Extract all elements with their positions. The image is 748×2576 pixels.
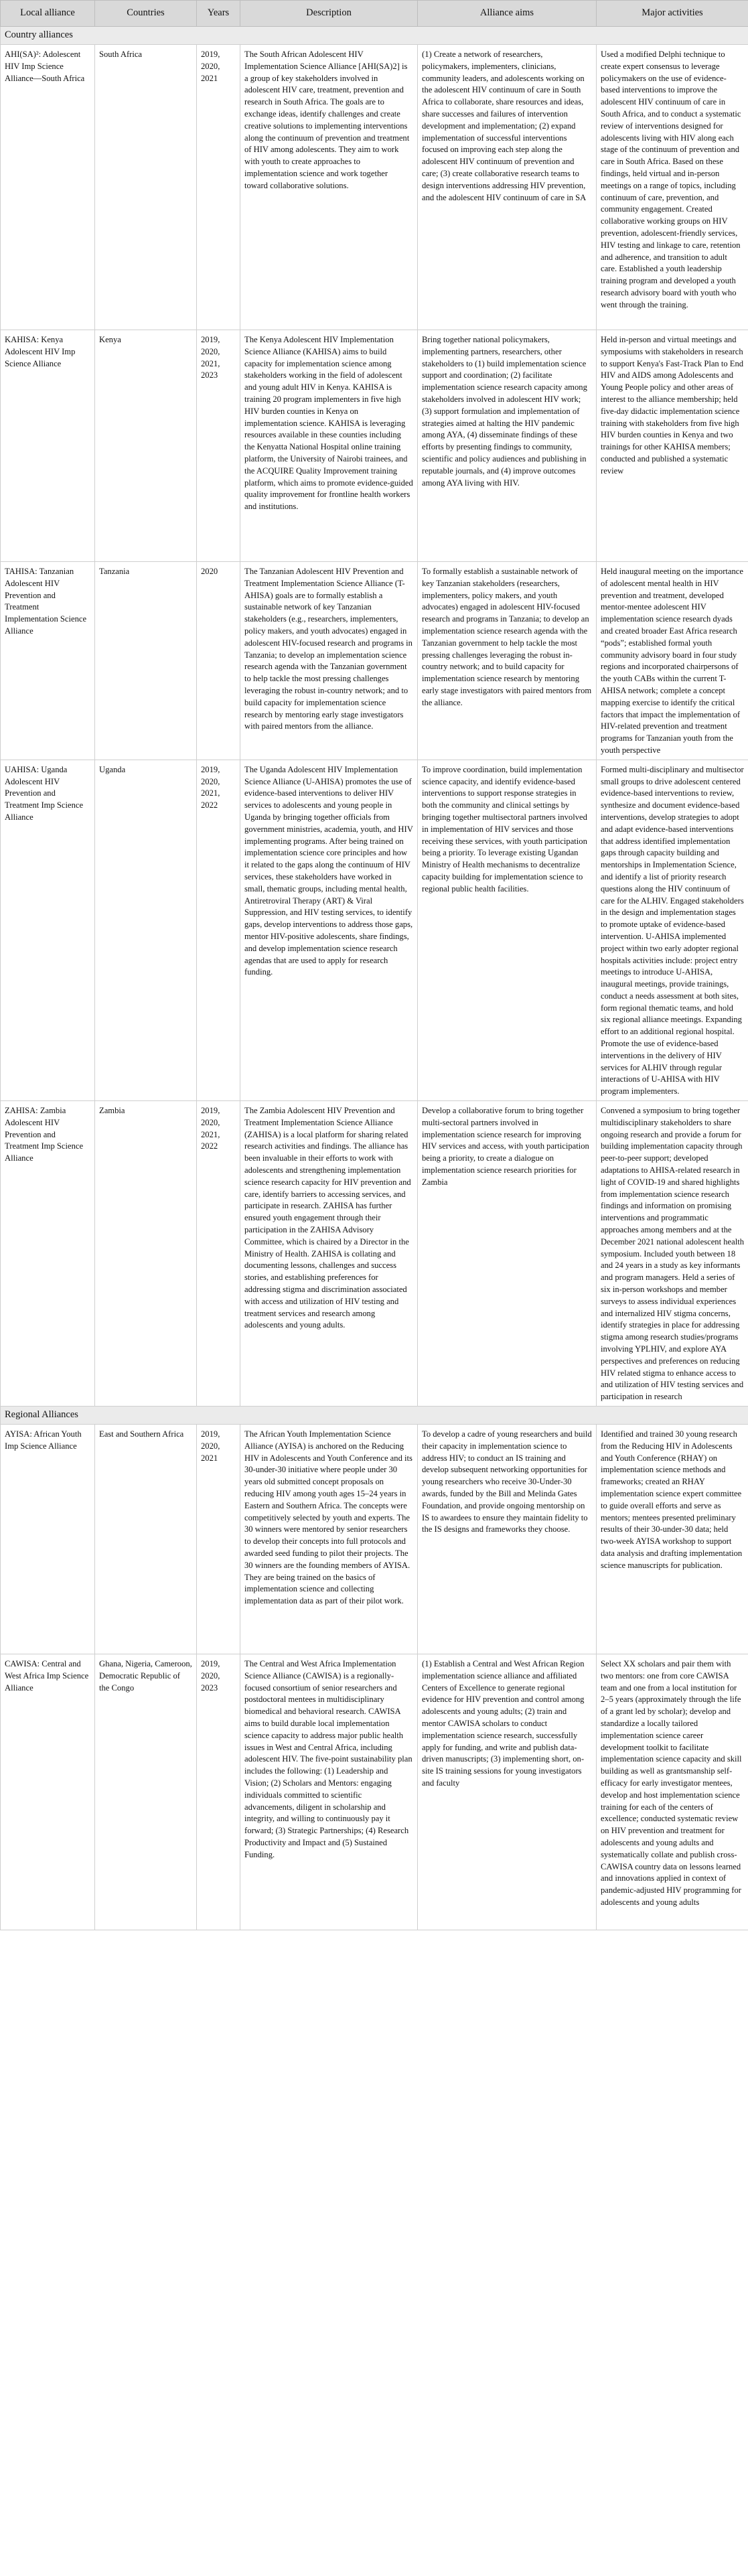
alliance-name: CAWISA: Central and West Africa Imp Science Alliance xyxy=(1,1654,95,1930)
alliance-countries: Kenya xyxy=(95,330,197,562)
header-local-alliance: Local alliance xyxy=(1,1,95,27)
alliance-aims: To formally establish a sustainable network of key Tanzanian stakeholders (researchers, implementers, policy makers, and youth advocates) engaged in adolescent HIV-focused research and programs in Tanzania; to develop an implementation science research agenda with the Tanzanian government to help tackle the most pressing challenges leveraging the robust in-country network; and to build capacity for implementation science research by mentoring early stage investigators with paired mentors from the alliance. xyxy=(418,562,597,760)
alliance-aims: To develop a cadre of young researchers and build their capacity in implementation science to address HIV; to conduct an IS training and develop subsequent networking opportunities for young researchers who receive 30-Under-30 awards, funded by the Bill and Melinda Gates Foundation, and provide ongoing mentorship on IS to awardees to ensure they maintain fidelity to the IS designs and frameworks they choose. xyxy=(418,1424,597,1654)
alliance-countries: Uganda xyxy=(95,760,197,1100)
alliance-countries: Tanzania xyxy=(95,562,197,760)
alliance-activities: Held inaugural meeting on the importance of adolescent mental health in HIV prevention and treatment, developed mentor-mentee adolescent HIV implementation science research dyads and created broader East Africa research “pods”; established formal youth community advisory board in four study regions and incorporated chairpersons of the youth CABs within the current T-AHISA network; complete a concept mapping exercise to identify the critical factors that impact the implementation of HIV-related prevention and treatment programs for Tanzanian youth from the youth perspective xyxy=(597,562,748,760)
alliance-activities: Identified and trained 30 young research from the Reducing HIV in Adolescents and Youth Conference (RHAY) on implementation science methods and frameworks; created an RHAY implementation science expert committee to guide overall efforts and serve as mentors; mentees presented preliminary results of their 30-under-30 data; held two-week AYISA workshop to support data analysis and drafting implementation science manuscripts for publication. xyxy=(597,1424,748,1654)
section-row-country xyxy=(1,27,748,45)
alliance-countries: Zambia xyxy=(95,1101,197,1407)
alliance-name: ZAHISA: Zambia Adolescent HIV Prevention and Treatment Imp Science Alliance xyxy=(1,1101,95,1407)
alliance-description: The Kenya Adolescent HIV Implementation Science Alliance (KAHISA) aims to build capacity for implementation science among stakeholders working in the field of adolescent and young adult HIV in Kenya. KAHISA is training 20 program implementers in five high HIV burden counties in Kenya on implementation science. KAHISA is leveraging resources available in these counties including the Kenyatta National Hospital online training platform, the University of Nairobi trainees, and the ACQUIRE Quality Improvement training platform, which aims to promote evidence-guided quality improvement for frontline health workers and institutions. xyxy=(240,330,418,562)
alliance-name: TAHISA: Tanzanian Adolescent HIV Prevention and Treatment Implementation Science Alliance xyxy=(1,562,95,760)
alliance-name: KAHISA: Kenya Adolescent HIV Imp Science Alliance xyxy=(1,330,95,562)
header-row xyxy=(1,1,748,27)
alliance-description: The Tanzanian Adolescent HIV Prevention and Treatment Implementation Science Alliance (T-AHISA) goals are to formally establish a sustainable network of key Tanzanian stakeholders (e.g., researchers, implementers, policy makers, and youth advocates) engaged in adolescent HIV-focused research and programs in Tanzania; to develop an implementation science research agenda with the Tanzanian government to help tackle the most pressing challenges leveraging the robust in-country network; and to build capacity for implementation science research by mentoring early stage investigators with paired mentors from the alliance. xyxy=(240,562,418,760)
alliance-name: AHI(SA)²: Adolescent HIV Imp Science Alliance—South Africa xyxy=(1,45,95,330)
header-countries: Countries xyxy=(95,1,197,27)
section-row-regional xyxy=(1,1406,748,1424)
alliance-aims: (1) Create a network of researchers, policymakers, implementers, clinicians, community leaders, and adolescents working on the adolescent HIV continuum of care in South Africa to collaborate, share resources and ideas, share successes and failures of intervention development and implementation; (2) expand implementation of successful interventions focused on improving each step along the adolescent HIV continuum of prevention and care; (3) create collaborative research teams to design interventions addressing HIV prevention, and the adolescent HIV continuum of care in SA xyxy=(418,45,597,330)
alliance-activities: Convened a symposium to bring together multidisciplinary stakeholders to share ongoing research and provide a forum for building implementation capacity through peer-to-peer support; developed adaptations to AHISA-related research in light of COVID-19 and shared highlights from implementation science research findings and information on promising interventions and programmatic approaches among members and at the December 2021 national adolescent health symposium. Included youth between 18 and 24 years in a study as key informants and program managers. Held a series of six in-person workshops and member surveys to assess individual experiences and internalized HIV stigma concerns, identify strategies in place for addressing stigma among research studies/programs involving YPLHIV, and explore AYA perspectives and preferences on reducing HIV related stigma to enhance access to and utilization of HIV testing services and participation in research xyxy=(597,1101,748,1407)
alliance-description: The South African Adolescent HIV Implementation Science Alliance [AHI(SA)2] is a group of key stakeholders involved in adolescent HIV care, treatment, prevention and research in South Africa. The goals are to exchange ideas, identify challenges and create creative solutions to implementing interventions along the continuum of prevention and treatment of HIV among adolescents. They aim to work with youth to create approaches to implementation science and work together toward collaborative solutions. xyxy=(240,45,418,330)
alliance-description: The African Youth Implementation Science Alliance (AYISA) is anchored on the Reducing HIV in Adolescents and Youth Conference and its 30-under-30 initiative where people under 30 years old submitted concept proposals on reducing HIV among youth ages 15–24 years in Eastern and Southern Africa. The concepts were competitively selected by youth and experts. The 30 winners were mentored by senior researchers to develop their concepts into full protocols and awarded seed funding to pilot their projects. The 30 winners are the founding members of AYISA. They are being trained on the basics of implementation science and collecting implementation data as part of their pilot work. xyxy=(240,1424,418,1654)
table-header xyxy=(1,1,748,27)
alliance-aims: Bring together national policymakers, implementing partners, researchers, other stakeholders to (1) build implementation science support and coordination; (2) facilitate implementation science research capacity among stakeholders involved in adolescent HIV work; (3) support formulation and implementation of strategies aimed at halting the HIV pandemic among AYA, (4) disseminate findings of these efforts by presenting findings to community, scientific and policy audiences and publishing in reputable journals, and (4) improve outcomes among AYA living with HIV. xyxy=(418,330,597,562)
alliance-countries: East and Southern Africa xyxy=(95,1424,197,1654)
section-title: Country alliances xyxy=(1,27,748,45)
alliance-name: AYISA: African Youth Imp Science Alliance xyxy=(1,1424,95,1654)
header-description: Description xyxy=(240,1,418,27)
alliance-countries: Ghana, Nigeria, Cameroon, Democratic Republic of the Congo xyxy=(95,1654,197,1930)
table-row xyxy=(1,1654,748,1930)
alliance-years: 2019, 2020, 2021, 2022 xyxy=(197,1101,240,1407)
alliance-years: 2019, 2020, 2021 xyxy=(197,45,240,330)
alliance-years: 2019, 2020, 2023 xyxy=(197,1654,240,1930)
table-row xyxy=(1,1101,748,1407)
table-row xyxy=(1,330,748,562)
alliance-years: 2019, 2020, 2021 xyxy=(197,1424,240,1654)
header-alliance-aims: Alliance aims xyxy=(418,1,597,27)
section-title: Regional Alliances xyxy=(1,1406,748,1424)
header-major-activities: Major activities xyxy=(597,1,748,27)
alliance-activities: Formed multi-disciplinary and multisector small groups to drive adolescent centered evidence-based interventions to review, synthesize and document evidence-based interventions, develop strategies to adopt and adapt evidence-based interventions that address identified implementation gaps through capacity building and mentorships in Implementation Science, and identify a list of priority research questions along the HIV continuum of care for the ALHIV. Engaged stakeholders in the design and implementation stages to promote uptake of evidence-based intervention. U-AHISA implemented project within two early adopter regional hospitals activities include: project entry meetings to introduce U-AHISA, inaugural meetings, provide trainings, conduct a needs assessment at both sites, form regional thematic teams, and hold six regional alliance meetings. Expanding effort to an additional regional hospital. Promote the use of evidence-based interventions in the delivery of HIV services for ALHIV through regular interactions of U-AHISA with HIV program implementers. xyxy=(597,760,748,1100)
alliance-years: 2020 xyxy=(197,562,240,760)
alliance-name: UAHISA: Uganda Adolescent HIV Prevention and Treatment Imp Science Alliance xyxy=(1,760,95,1100)
alliance-activities: Held in-person and virtual meetings and symposiums with stakeholders in research to support Kenya's Fast-Track Plan to End HIV and AIDS among Adolescents and Young People policy and other areas of interest to the alliance membership; held five-day didactic implementation science training with stakeholders from five high HIV burden counties in Kenya and two trainings for other KAHISA members; conducted and published a systematic review xyxy=(597,330,748,562)
alliance-description: The Zambia Adolescent HIV Prevention and Treatment Implementation Science Alliance (ZAHISA) is a local platform for sharing related research activities and findings. The alliance has been invaluable in their efforts to work with adolescents and strengthening implementation science research capacity for HIV prevention and care, identify barriers to accessing services, and participate in research. ZAHISA has further ensured youth engagement through their participation in the ZAHISA Advisory Committee, which is chaired by a Director in the Ministry of Health. ZAHISA is collating and documenting lessons, challenges and success stories, and establishing preferences for addressing stigma and discrimination associated with access and utilization of HIV testing and treatment services and research among adolescents and young adults. xyxy=(240,1101,418,1407)
alliance-years: 2019, 2020, 2021, 2023 xyxy=(197,330,240,562)
alliance-countries: South Africa xyxy=(95,45,197,330)
table-row xyxy=(1,45,748,330)
alliance-description: The Uganda Adolescent HIV Implementation Science Alliance (U-AHISA) promotes the use of evidence-based interventions to deliver HIV services to adolescents and young people in Uganda by bringing together officials from government ministries, academia, youth, and HIV implementing programs. After being trained on implementation science core principles and how it related to the gaps along the continuum of HIV services, these stakeholders have worked in small, thematic groups, including mental health, Antiretroviral Therapy (ART) & Viral Suppression, and HIV testing services, to identify gaps, develop interventions to address those gaps, mentor HIV-positive adolescents, share findings, and develop implementation science research agendas that are used to apply for research funding. xyxy=(240,760,418,1100)
alliance-activities: Used a modified Delphi technique to create expert consensus to leverage policymakers on the use of evidence-based interventions to improve the adolescent HIV continuum of care in South Africa, and to conduct a systematic review of interventions designed for adolescents living with HIV along each stage of the continuum of prevention and care in South Africa. Based on these findings, held virtual and in-person meetings on a range of topics, including continuum of care, prevention, and community engagement. Created collaborative working groups on HIV prevention, adolescent-friendly services, HIV testing and linkage to care, retention and adherence, and transition to adult care. Established a youth leadership training program and developed a youth research advisory board with youth who went through the training. xyxy=(597,45,748,330)
table-row xyxy=(1,1424,748,1654)
header-years: Years xyxy=(197,1,240,27)
alliance-description: The Central and West Africa Implementation Science Alliance (CAWISA) is a regionally-focused consortium of senior researchers and postdoctoral mentees in multidisciplinary biomedical and behavioral research. CAWISA aims to build durable local implementation science capacity to address major public health issues in West and Central Africa, including adolescent HIV. The five-point sustainability plan includes the following: (1) Leadership and Vision; (2) Scholars and Mentors: engaging individuals committed to scientific advancements, diligent in scholarship and integrity, and willing to continuously pay it forward; (3) Strategic Partnerships; (4) Research Productivity and Impact and (5) Sustained Funding. xyxy=(240,1654,418,1930)
alliance-aims: (1) Establish a Central and West African Region implementation science alliance and affiliated Centers of Excellence to generate regional evidence for HIV prevention and control among adolescents and young adults; (2) train and mentor CAWISA scholars to conduct implementation science research, successfully apply for funding, and write and publish data-driven manuscripts; (3) implementing short, on-site IS training sessions for young investigators and faculty xyxy=(418,1654,597,1930)
alliance-aims: To improve coordination, build implementation science capacity, and identify evidence-based interventions to support response strategies in both the community and clinical settings by bringing together multisectoral partners involved in implementation of HIV services and those receiving these services, with youth participation being a priority. To leverage existing Ugandan Ministry of Health mechanisms to decentralize capacity building for implementation science to regional public health facilities. xyxy=(418,760,597,1100)
alliance-aims: Develop a collaborative forum to bring together multi-sectoral partners involved in implementation science research for improving HIV services and access, with youth participation being a priority, to create a dialogue on implementation science research priorities for Zambia xyxy=(418,1101,597,1407)
alliance-years: 2019, 2020, 2021, 2022 xyxy=(197,760,240,1100)
alliance-activities: Select XX scholars and pair them with two mentors: one from core CAWISA team and one from a local institution for 2–5 years (approximately through the life of a grant led by scholar); develop and standardize a locally tailored implementation science career development toolkit to facilitate implementation science capacity and skill building as well as grantsmanship self-efficacy for early investigator mentees, develop and host implementation science training for each of the centers of excellence; conducted systematic review on HIV prevention and treatment for adolescents and young adults and systematically collate and publish cross-CAWISA country data on lessons learned and innovations applied in context of pandemic-adjusted HIV programming for adolescents and young adults xyxy=(597,1654,748,1930)
table-row xyxy=(1,760,748,1100)
table-row xyxy=(1,562,748,760)
